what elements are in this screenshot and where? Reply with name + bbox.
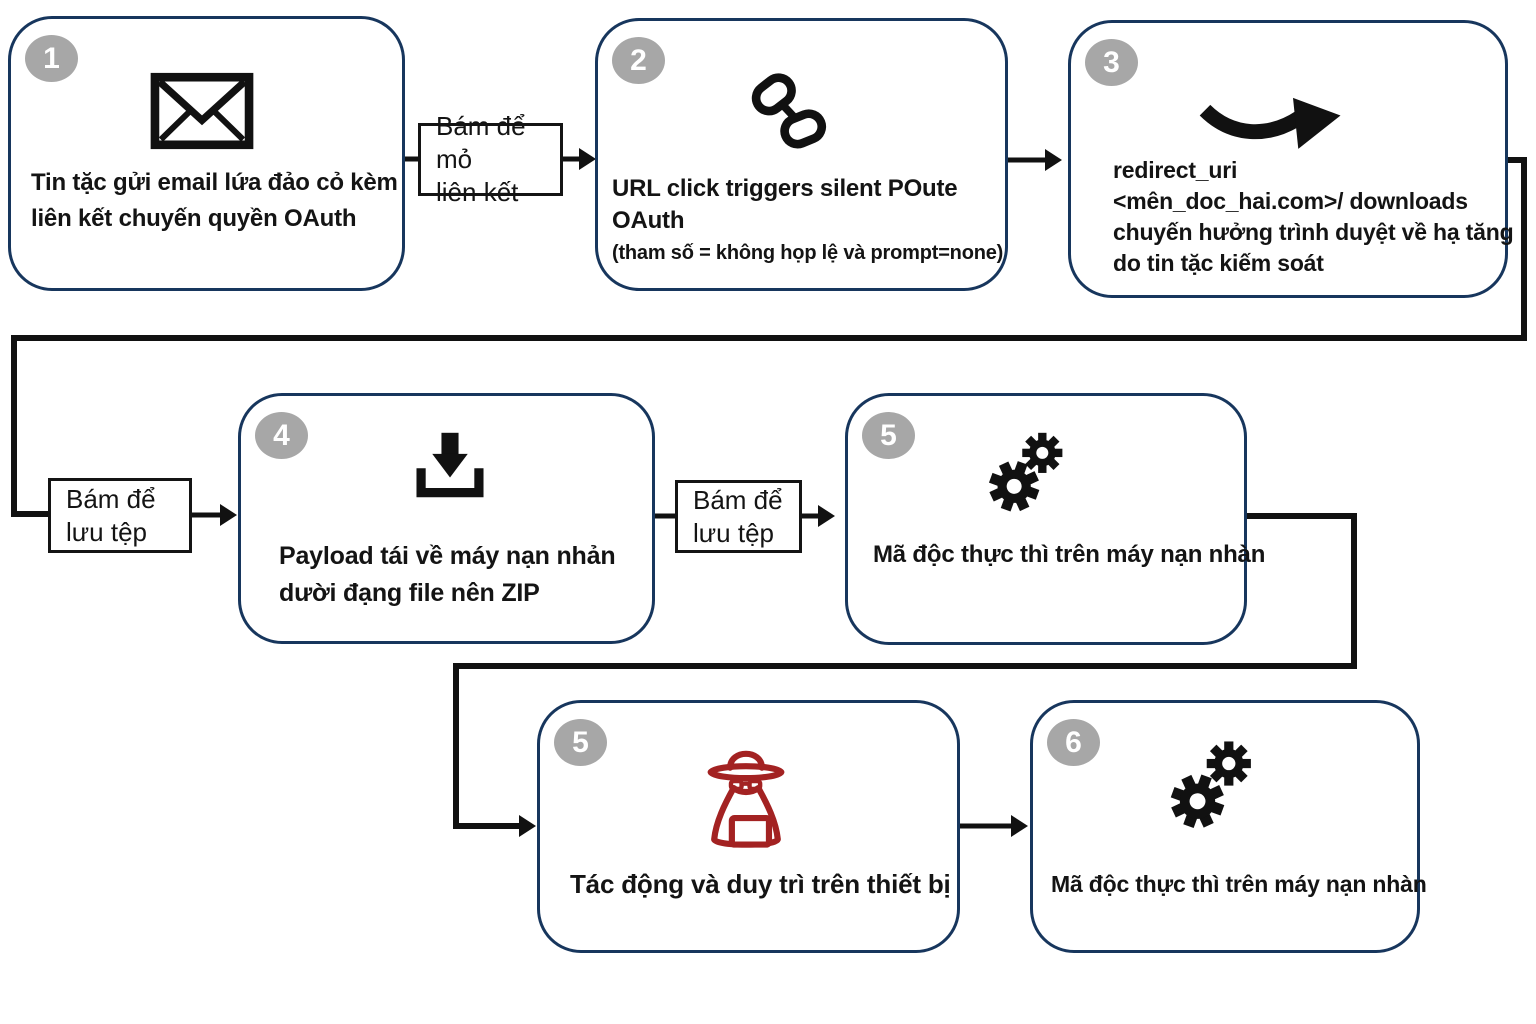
step-box-5-persistence: [537, 700, 960, 953]
text-line: Bám để mỏ: [436, 111, 526, 174]
chain-link-icon: [741, 65, 836, 160]
step-number-badge: 5: [862, 412, 915, 459]
text-line: lưu tệp: [66, 516, 148, 547]
text-line: liên kết chuyến quyền OAuth: [31, 205, 357, 232]
gears-icon: [1169, 737, 1261, 837]
step-2-text: [612, 173, 1005, 269]
step-box-3: [1068, 20, 1514, 298]
text-line: Mã độc thực thì trên máy nạn nhàn: [1051, 871, 1427, 897]
text-line: URL click triggers silent POute OAuth: [612, 175, 958, 234]
step-number-badge: 6: [1047, 719, 1100, 766]
text-line: Payload tái về máy nạn nhản: [279, 542, 616, 570]
step-box-1: [8, 16, 405, 291]
text-line: lưu tệp: [693, 517, 775, 548]
text-line: Mã độc thực thì trên máy nạn nhàn: [873, 541, 1266, 568]
step-number-badge: 4: [255, 412, 308, 459]
arrowhead: [579, 148, 596, 170]
text-line: redirect_uri: [1113, 157, 1238, 183]
step-number-badge: 1: [25, 35, 78, 82]
envelope-icon: [149, 69, 255, 153]
text-line: dười đạng file nên ZIP: [279, 579, 540, 607]
edge-label-open-link: [418, 111, 563, 207]
step-box-2: [595, 18, 1008, 291]
edge-label-save-file-2: [675, 480, 802, 553]
step-number-badge: 3: [1085, 39, 1138, 86]
text-line: Tác động và duy trì trên thiết bị: [570, 869, 951, 899]
step-box-4: [238, 393, 655, 644]
text-line: Tin tặc gửi email lứa đảo cỏ kèm: [31, 169, 398, 196]
step-1-text: [31, 165, 398, 237]
text-line: Bám để: [66, 483, 156, 514]
step-box-5: [845, 393, 1266, 645]
text-line: chuyến hưởng trình duyệt về hạ tăng: [1113, 219, 1514, 245]
text-line: <mên_doc_hai.com>/ downloads: [1113, 188, 1468, 214]
step-5-persistence-text: [570, 869, 951, 900]
step-number-badge: 2: [612, 37, 665, 84]
download-icon: [404, 418, 496, 512]
step-box-6: [1030, 700, 1427, 953]
step-5-text: [873, 541, 1265, 569]
edge-label-save-file-1: [48, 478, 192, 553]
text-line: liên kết: [436, 177, 519, 207]
spy-icon: [693, 731, 799, 861]
curved-arrow-icon: [1196, 75, 1346, 163]
step-4-text: [279, 538, 615, 612]
text-line: Bám để: [693, 484, 783, 515]
step-number-badge: 5: [554, 719, 607, 766]
text-line: do tin tặc kiếm soát: [1113, 250, 1324, 276]
text-line: (tham số = không họp lệ và prompt=none): [612, 242, 1004, 264]
gears-icon: [986, 430, 1074, 518]
step-6-text: [1051, 871, 1427, 898]
step-3-text: [1113, 155, 1513, 279]
